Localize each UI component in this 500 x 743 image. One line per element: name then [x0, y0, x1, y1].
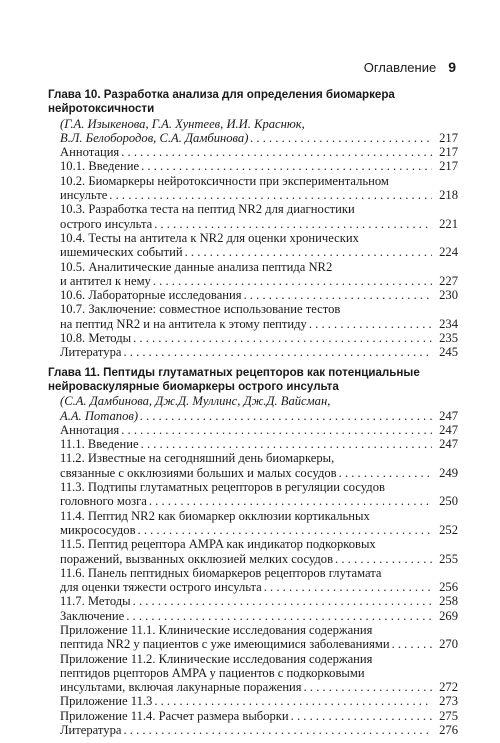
running-header — [364, 59, 456, 75]
authors-text: А.А. Потапов) — [60, 408, 139, 423]
entry-page-number: 230 — [439, 288, 458, 303]
toc-entry-text: 11.5. Пептид рецептора AMPA как индикатор подкорковых — [60, 537, 376, 552]
toc-entry[interactable] — [48, 480, 458, 509]
entry-page-number: 247 — [439, 408, 458, 423]
leader-dots — [133, 594, 432, 608]
toc-entry-text: для оценки тяжести острого инсульта — [60, 580, 262, 595]
entry-page-number: 273 — [439, 694, 458, 709]
toc-entry-line — [60, 345, 458, 359]
authors-line — [60, 131, 458, 145]
toc-entry[interactable] — [48, 652, 458, 695]
leader-dots — [138, 523, 432, 537]
leader-dots — [133, 331, 432, 345]
leader-dots — [185, 245, 432, 259]
toc-entry-text: Литература — [60, 723, 122, 738]
toc-entry-text: острого инсульта — [60, 216, 153, 231]
entry-page-number: 272 — [439, 680, 458, 695]
toc-entry-line — [60, 580, 458, 594]
toc-entry-text: ишемических событий — [60, 245, 183, 260]
entry-page-number: 235 — [439, 331, 458, 346]
toc-entry-text: 11.1. Введение — [60, 437, 139, 452]
authors-line — [60, 409, 458, 423]
leader-dots — [141, 159, 432, 173]
toc-entry-line — [60, 594, 458, 608]
toc-entry-text: 10.7. Заключение: совместное использование тестов — [60, 302, 341, 317]
toc-entry-text: 11.2. Известные на сегодняшний день биомаркеры, — [60, 451, 335, 466]
toc-entry[interactable] — [48, 345, 458, 359]
toc-entry-line — [60, 723, 458, 737]
page-number: 9 — [448, 59, 456, 75]
leader-dots — [149, 494, 432, 508]
toc-entry-text: 10.4. Тесты на антитела к NR2 для оценки хронических — [60, 230, 359, 245]
toc-entry-line — [60, 523, 458, 537]
toc-entry-text: 10.5. Аналитические данные анализа пептида NR2 — [60, 259, 333, 274]
toc-entry[interactable] — [48, 331, 458, 345]
toc-entry[interactable] — [48, 609, 458, 623]
entry-page-number: 255 — [439, 551, 458, 566]
toc-entry-text: Приложение 11.3 — [60, 694, 153, 709]
toc-entry-line — [60, 188, 458, 202]
toc-entry[interactable] — [48, 623, 458, 652]
leader-dots — [335, 552, 432, 566]
table-of-contents — [48, 88, 458, 743]
toc-entry-line — [60, 317, 458, 331]
toc-entry-text: пептида NR2 у пациентов с уже имеющимися заболеваниями — [60, 637, 390, 652]
leader-dots — [141, 437, 432, 451]
leader-dots — [339, 466, 432, 480]
entry-page-number: 252 — [439, 522, 458, 537]
toc-entry-line — [60, 437, 458, 451]
leader-dots — [250, 131, 432, 145]
toc-entry-text: на пептид NR2 и на антитела к этому пептиду — [60, 316, 307, 331]
chapter-title[interactable]: Глава 11. Пептиды глутаматных рецепторов как потенциальные нейроваскулярные биомаркеры острого инсульта — [48, 365, 420, 393]
toc-entry-line — [60, 694, 458, 708]
entry-page-number: 247 — [439, 422, 458, 437]
entry-page-number: 217 — [439, 159, 458, 174]
entry-page-number: 221 — [439, 216, 458, 231]
chapter-section — [48, 88, 458, 360]
leader-dots — [304, 680, 432, 694]
toc-entry-text: связанные с окклюзиями больших и малых сосудов — [60, 465, 337, 480]
entry-page-number: 234 — [439, 316, 458, 331]
leader-dots — [123, 723, 432, 737]
leader-dots — [154, 694, 432, 708]
toc-entry-line — [60, 709, 458, 723]
toc-entry-text: Литература — [60, 345, 122, 360]
toc-entry-text: и антител к нему — [60, 273, 151, 288]
entry-page-number: 258 — [439, 594, 458, 609]
entry-page-number: 256 — [439, 580, 458, 595]
running-header-title: Оглавление — [363, 60, 437, 75]
toc-entry-text: головного мозга — [60, 494, 147, 509]
entry-page-number: 276 — [439, 723, 458, 738]
toc-entry[interactable] — [48, 437, 458, 451]
entry-page-number: 217 — [439, 145, 458, 160]
toc-entry-text: микрососудов — [60, 522, 136, 537]
leader-dots — [140, 409, 432, 423]
toc-entry[interactable] — [48, 423, 458, 437]
toc-entry-line — [60, 331, 458, 345]
toc-entry-line — [60, 494, 458, 508]
toc-entry[interactable] — [48, 709, 458, 723]
leader-dots — [392, 637, 432, 651]
toc-entry[interactable] — [48, 174, 458, 203]
toc-entry[interactable] — [48, 288, 458, 302]
toc-entry[interactable] — [48, 723, 458, 737]
toc-entry-line — [60, 680, 458, 694]
entry-page-number: 250 — [439, 494, 458, 509]
entry-page-number: 247 — [439, 437, 458, 452]
entry-page-number: 218 — [439, 188, 458, 203]
toc-entry-line — [60, 145, 458, 159]
leader-dots — [126, 609, 432, 623]
leader-dots — [153, 274, 432, 288]
entry-page-number: 224 — [439, 245, 458, 260]
entry-page-number: 227 — [439, 273, 458, 288]
entry-page-number: 217 — [439, 130, 458, 145]
toc-entry-text: 11.3. Подтипы глутаматных рецепторов в регуляции сосудов — [60, 480, 385, 495]
entry-page-number: 249 — [439, 465, 458, 480]
toc-entry[interactable] — [48, 302, 458, 331]
toc-entry-line — [60, 466, 458, 480]
entry-page-number: 269 — [439, 608, 458, 623]
authors-text: (Г.А. Изыкенова, Г.А. Хунтеев, И.И. Краснюк, — [60, 116, 305, 131]
toc-entry-line — [60, 217, 458, 231]
leader-dots — [309, 317, 432, 331]
leader-dots — [154, 217, 432, 231]
chapter-title[interactable]: Глава 10. Разработка анализа для определения биомаркера нейротоксичности — [48, 88, 395, 116]
leader-dots — [244, 288, 432, 302]
toc-entry-text: инсульте — [60, 188, 108, 203]
toc-entry[interactable] — [48, 451, 458, 480]
toc-entry-text: 10.8. Методы — [60, 331, 132, 346]
leader-dots — [123, 345, 432, 359]
toc-entry[interactable] — [48, 260, 458, 289]
chapter-authors — [48, 117, 458, 146]
toc-entry-line — [60, 274, 458, 288]
authors-text: (С.А. Дамбинова, Дж.Д. Муллинс, Дж.Д. Вайсман, — [60, 394, 331, 409]
toc-entry-text: Заключение — [60, 608, 125, 623]
toc-entry[interactable] — [48, 159, 458, 173]
toc-entry-text: пептидов рцепторов AMPA у пациентов с подкорковыми — [60, 665, 365, 680]
toc-entry-text: Приложение 11.4. Расчет размера выборки — [60, 708, 289, 723]
toc-entry[interactable] — [48, 694, 458, 708]
entry-page-number: 245 — [439, 345, 458, 360]
leader-dots — [121, 423, 432, 437]
toc-entry-line — [60, 288, 458, 302]
toc-entry-text: 10.3. Разработка теста на пептид NR2 для диагностики — [60, 202, 355, 217]
toc-entry-line — [60, 159, 458, 173]
leader-dots — [109, 188, 432, 202]
chapter-authors — [48, 394, 458, 423]
leader-dots — [121, 145, 432, 159]
toc-entry[interactable] — [48, 202, 458, 231]
toc-entry-text: 11.7. Методы — [60, 594, 131, 609]
toc-entry[interactable] — [48, 509, 458, 538]
toc-entry-text: инсультами, включая лакунарные поражения — [60, 680, 302, 695]
toc-entry-text: 11.6. Панель пептидных биомаркеров рецепторов глутамата — [60, 565, 382, 580]
toc-entry[interactable] — [48, 231, 458, 260]
chapter-section — [48, 366, 458, 738]
toc-entry-line — [60, 423, 458, 437]
toc-entry-text: Приложение 11.2. Клинические исследования содержания — [60, 651, 373, 666]
toc-entry-text: 10.6. Лабораторные исследования — [60, 288, 242, 303]
entry-page-number: 275 — [439, 708, 458, 723]
toc-entry[interactable] — [48, 566, 458, 595]
toc-entry-text: Приложение 11.1. Клинические исследования содержания — [60, 622, 373, 637]
toc-entry-line — [60, 609, 458, 623]
toc-entry-text: Аннотация — [60, 145, 120, 160]
entry-page-number: 270 — [439, 637, 458, 652]
toc-entry[interactable] — [48, 594, 458, 608]
toc-entry-text: 10.1. Введение — [60, 159, 140, 174]
toc-entry[interactable] — [48, 145, 458, 159]
authors-text: В.Л. Белобородов, С.А. Дамбинова) — [60, 130, 249, 145]
toc-entry-line — [60, 637, 458, 651]
leader-dots — [291, 709, 432, 723]
toc-entry-line — [60, 245, 458, 259]
toc-entry-text: поражений, вызванных окклюзией мелких сосудов — [60, 551, 334, 566]
toc-entry-text: 11.4. Пептид NR2 как биомаркер окклюзии кортикальных — [60, 508, 370, 523]
toc-entry-line — [60, 552, 458, 566]
leader-dots — [264, 580, 432, 594]
toc-entry-text: 10.2. Биомаркеры нейротоксичности при экспериментальном — [60, 173, 389, 188]
toc-entry[interactable] — [48, 537, 458, 566]
toc-entry-text: Аннотация — [60, 422, 120, 437]
